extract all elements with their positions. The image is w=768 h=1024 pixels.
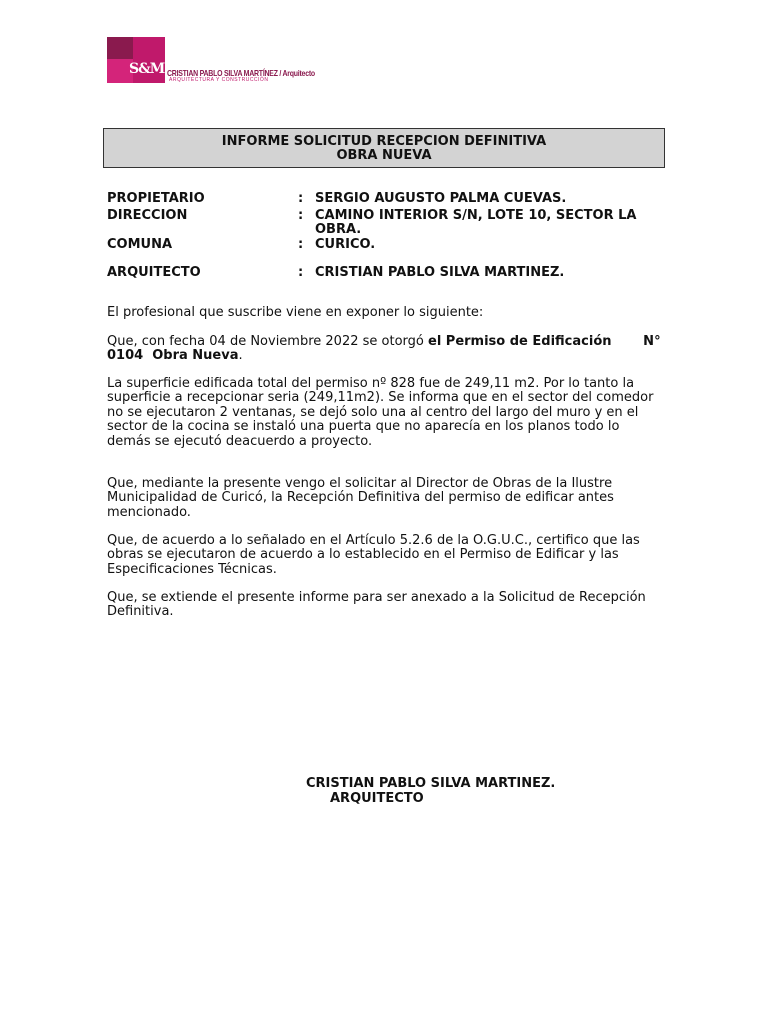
company-logo: [107, 37, 315, 83]
paragraph-request: Que, mediante la presente vengo el solicitar al Director de Obras de la Ilustre Municipalidad de Curicó, la Recepción Definitiva del permiso de edificar antes mencionado.: [107, 476, 614, 520]
paragraph-certify: Que, de acuerdo a lo señalado en el Artículo 5.2.6 de la O.G.U.C., certifico que las obras se ejecutaron de acuerdo a lo establecido en el Permiso de Edificar y las Especificaciones Técnicas.: [107, 533, 640, 577]
field-label: PROPIETARIO: [107, 191, 205, 206]
logo-mark-text: S&M: [129, 61, 165, 77]
logo-subtitle: ARQUITECTURA Y CONSTRUCCIÓN: [169, 77, 269, 83]
field-label: ARQUITECTO: [107, 265, 201, 280]
field-value: CAMINO INTERIOR S/N, LOTE 10, SECTOR LA OBRA.: [315, 208, 637, 237]
field-label: COMUNA: [107, 237, 173, 252]
logo-name: CRISTIAN PABLO SILVA MARTÍNEZ / Arquitecto: [167, 68, 315, 78]
field-separator: :: [298, 237, 304, 252]
permit-number: el Permiso de Edificación N° 0104 Obra Nueva: [107, 334, 666, 364]
field-value: SERGIO AUGUSTO PALMA CUEVAS.: [315, 191, 567, 206]
field-separator: :: [298, 208, 304, 223]
signature-title: ARQUITECTO: [330, 791, 424, 806]
signature-name: CRISTIAN PABLO SILVA MARTINEZ.: [306, 776, 556, 791]
field-separator: :: [298, 265, 304, 280]
field-separator: :: [298, 191, 304, 206]
document-title: [103, 128, 665, 168]
field-value: CURICO.: [315, 237, 376, 252]
permit-period: .: [238, 348, 243, 364]
field-label: DIRECCION: [107, 208, 188, 223]
field-value: CRISTIAN PABLO SILVA MARTINEZ.: [315, 265, 565, 280]
paragraph-intro: El profesional que suscribe viene en exponer lo siguiente:: [107, 305, 484, 320]
title-line-2: OBRA NUEVA: [336, 148, 432, 163]
title-line-1: INFORME SOLICITUD RECEPCION DEFINITIVA: [221, 134, 547, 149]
logo-mark-block: [107, 37, 165, 83]
paragraph-surface: La superficie edificada total del permiso nº 828 fue de 249,11 m2. Por lo tanto la superficie a recepcionar seria (249,11m2). Se informa que en el sector del comedor no se ejecutaron 2 ventanas, se dejó solo una al centro del largo del muro y en el sector de la cocina se instaló una puerta que no aparecía en los planos todo lo demás se ejecutó deacuerdo a proyecto.: [107, 376, 654, 449]
permit-text: Que, con fecha 04 de Noviembre 2022 se otorgó: [107, 334, 428, 349]
paragraph-closing: Que, se extiende el presente informe para ser anexado a la Solicitud de Recepción Definitiva.: [107, 590, 646, 620]
paragraph-permit: [107, 335, 667, 364]
